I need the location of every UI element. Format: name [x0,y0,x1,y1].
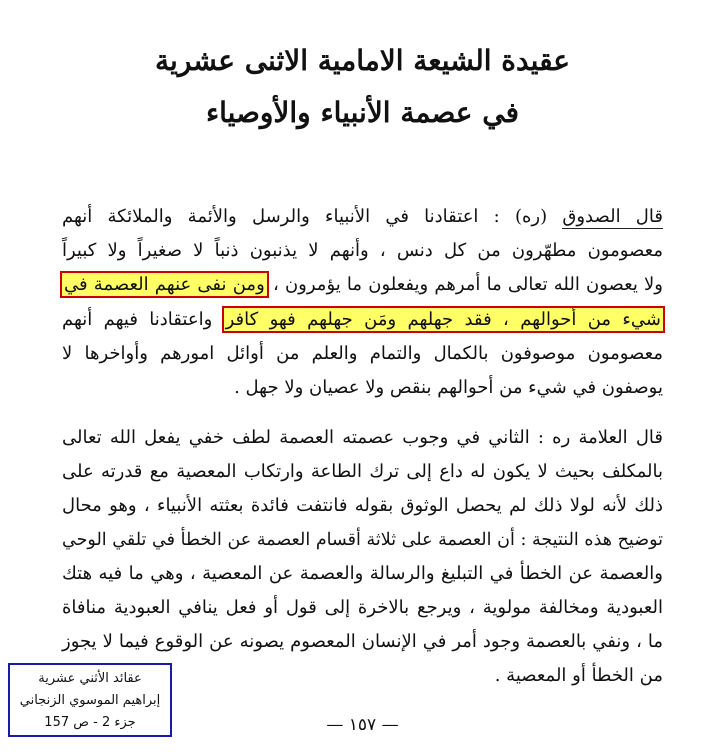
paragraph1-line2: معصومون مطهّرون من كل دنس ، وأنهم لا يذنبون ذنباً لا صغيراً ولا كبيراً [62,240,663,261]
paragraph1-line1 [62,203,663,231]
paragraph2-line3: ذلك لأنه لولا ذلك لم يحصل الوثوق بقوله فانتفت فائدة بعثته الأنبياء ، وهو محال [62,495,663,516]
highlighted-quote-part2: شيء من أحوالهم ، فقد جهلهم ومَن جهلهم فهو كافر [225,309,661,330]
paragraph1-line5: معصومون موصوفون بالكمال والتمام والعلم من أوائل امورهم وأواخرها لا [62,343,663,364]
paragraph2-line2: بالمكلف بحيث لا يكون له داع إلى ترك الطاعة وارتكاب المعصية مع قدرته على [62,461,663,482]
paragraph1-line3-text: ولا يعصون الله تعالى ما أمرهم ويفعلون ما يؤمرون ، [272,274,663,295]
source-citation-box [8,663,172,737]
paragraph1-line6: يوصفون في شيء من أحوالهم بنقص ولا عصيان ولا جهل . [234,377,663,398]
paragraph1-line1-text: (ره) : اعتقادنا في الأنبياء والرسل والأئمة والملائكة أنهم [62,206,548,227]
paragraph2-line8: من الخطأ أو المعصية . [494,665,663,686]
paragraph2-line7: ما ، ونفي بالعصمة وجود أمر في الإنسان المعصوم يصونه عن الوقوع فيما لا يجوز [62,631,663,652]
source-author: إبراهيم الموسوي الزنجاني [19,693,161,708]
source-book-title: عقائد الأثني عشرية [38,671,142,686]
paragraph2-line5: والعصمة عن الخطأ في التبليغ والرسالة والعصمة عن المعصية ، وهي ما فيه هتك [62,563,663,584]
page-title: عقيدة الشيعة الامامية الاثنى عشرية [155,44,570,77]
page-number: — ١٥٧ — [326,715,399,735]
highlighted-quote-part1: ومن نفى عنهم العصمة في [64,274,265,295]
paragraph1-line4 [62,306,663,334]
source-volume-page: جزء 2 - ص 157 [44,715,136,730]
quoted-author-name: قال الصدوق [562,206,663,227]
paragraph1-line4-text: واعتقادنا فيهم أنهم [62,309,213,330]
page-subtitle: في عصمة الأنبياء والأوصياء [205,96,519,129]
paragraph2-line1: قال العلامة ره : الثاني في وجوب عصمته العصمة لطف خفي يفعل الله تعالى [62,427,663,448]
paragraph2-line4: توضيح هذه النتيجة : أن العصمة على ثلاثة أقسام العصمة عن الخطأ في تلقي الوحي [62,530,663,550]
paragraph2-line6: العبودية ومخالفة مولوية ، ويرجع بالاخرة إلى قول أو فعل ينافي العبودية منافاة [62,597,663,618]
paragraph1-line3 [62,271,663,299]
